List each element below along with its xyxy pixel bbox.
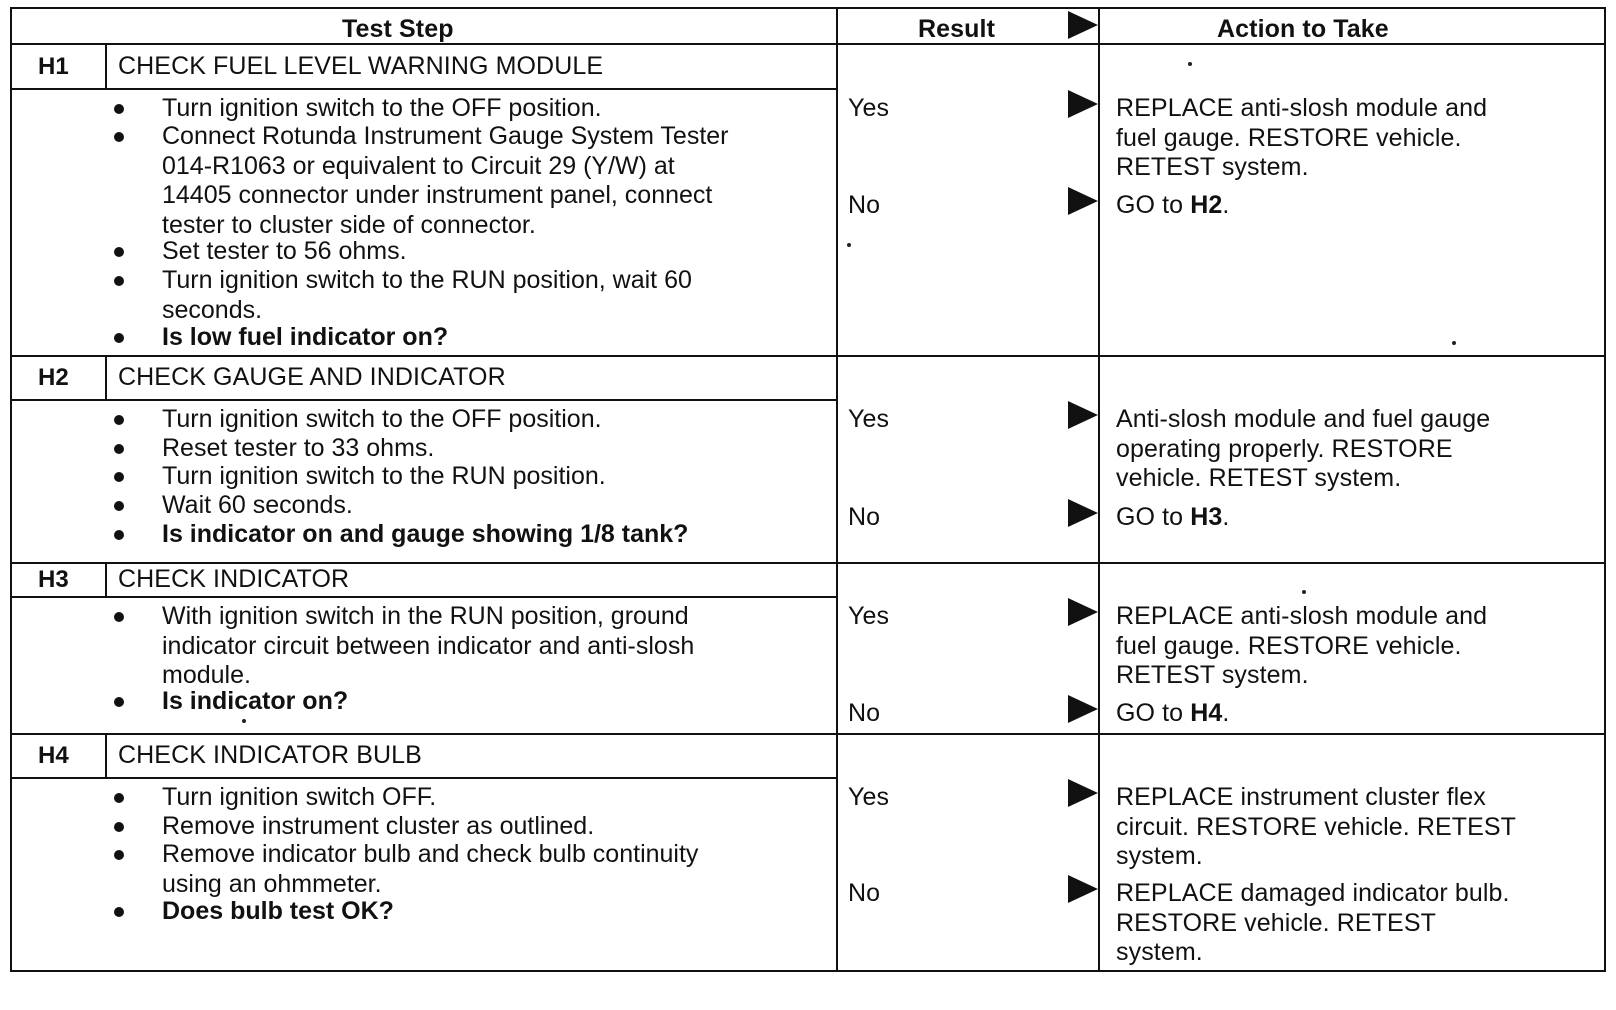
table-border-bottom <box>10 970 1606 972</box>
bullet-icon <box>114 415 124 425</box>
scan-speck <box>847 243 851 247</box>
title-divider <box>10 596 836 598</box>
action-text <box>1116 503 1229 533</box>
bullet-icon <box>114 276 124 286</box>
result-arrow-icon <box>1068 187 1098 215</box>
action-text <box>1116 699 1229 729</box>
test-step-text: Wait 60 seconds. <box>162 491 353 519</box>
bullet-icon <box>114 444 124 454</box>
test-step-text: Set tester to 56 ohms. <box>162 237 407 265</box>
result-label: Yes <box>848 602 890 630</box>
code-divider <box>105 355 107 399</box>
result-label: Yes <box>848 94 890 122</box>
bullet-icon <box>114 850 124 860</box>
result-label: No <box>848 503 881 531</box>
code-divider <box>105 43 107 88</box>
result-label: Yes <box>848 405 890 433</box>
bullet-icon <box>114 697 124 707</box>
action-text-main: GO to <box>1116 699 1191 727</box>
action-text-main: REPLACE anti-slosh module and fuel gauge. RESTORE vehicle. RETEST system. <box>1116 602 1488 689</box>
bullet-icon <box>114 907 124 917</box>
action-step-reference: H4 <box>1190 699 1223 727</box>
table-border-top <box>10 7 1606 9</box>
action-step-reference: H3 <box>1190 503 1223 531</box>
step-code: H3 <box>38 566 69 593</box>
title-divider <box>10 88 836 90</box>
bullet-icon <box>114 333 124 343</box>
test-step-text: Is low fuel indicator on? <box>162 323 449 351</box>
test-step-text: Is indicator on and gauge showing 1/8 tank? <box>162 520 689 548</box>
test-step-text: Does bulb test OK? <box>162 897 394 925</box>
result-arrow-icon <box>1068 779 1098 807</box>
test-step-text: Turn ignition switch OFF. <box>162 783 437 811</box>
result-arrow-icon <box>1068 401 1098 429</box>
step-title: CHECK GAUGE AND INDICATOR <box>118 363 506 391</box>
result-label: No <box>848 879 881 907</box>
bullet-icon <box>114 530 124 540</box>
bullet-icon <box>114 501 124 511</box>
test-step-text: Remove instrument cluster as outlined. <box>162 812 595 840</box>
step-title: CHECK INDICATOR BULB <box>118 741 422 769</box>
action-text-main: Anti-slosh module and fuel gauge operating properly. RESTORE vehicle. RETEST system. <box>1116 405 1491 492</box>
scan-speck <box>1188 62 1192 66</box>
diagnostic-table <box>10 7 1606 1005</box>
action-text-suffix: . <box>1222 699 1230 727</box>
action-text-main: REPLACE damaged indicator bulb. RESTORE vehicle. RETEST system. <box>1116 879 1510 966</box>
scan-speck <box>1452 341 1456 345</box>
test-step-text: With ignition switch in the RUN position, ground indicator circuit between indicator and anti-slosh module. <box>162 602 695 689</box>
action-text <box>1116 94 1487 183</box>
header-test-step: Test Step <box>342 15 454 43</box>
result-label: No <box>848 699 881 727</box>
step-title: CHECK FUEL LEVEL WARNING MODULE <box>118 51 604 80</box>
code-divider <box>105 733 107 777</box>
bullet-icon <box>114 132 124 142</box>
action-text-main: REPLACE instrument cluster flex circuit. RESTORE vehicle. RETEST system. <box>1116 783 1517 870</box>
scan-speck <box>1302 590 1306 594</box>
test-step-text: Remove indicator bulb and check bulb continuity using an ohmmeter. <box>162 840 699 898</box>
bullet-icon <box>114 104 124 114</box>
action-text <box>1116 783 1516 872</box>
row-divider <box>10 355 1606 357</box>
result-label: Yes <box>848 783 890 811</box>
title-divider <box>10 777 836 779</box>
action-text-main: GO to <box>1116 503 1191 531</box>
header-action: Action to Take <box>1217 15 1389 43</box>
action-text <box>1116 191 1229 221</box>
bullet-icon <box>114 612 124 622</box>
action-text-suffix: . <box>1222 503 1230 531</box>
action-text <box>1116 405 1490 494</box>
action-step-reference: H2 <box>1190 191 1223 219</box>
header-result: Result <box>918 15 996 43</box>
test-step-text: Is indicator on? <box>162 687 349 715</box>
action-text <box>1116 879 1510 968</box>
step-title: CHECK INDICATOR <box>118 565 350 593</box>
bullet-icon <box>114 472 124 482</box>
action-text <box>1116 602 1487 691</box>
test-step-text: Turn ignition switch to the OFF position. <box>162 405 602 433</box>
result-arrow-icon <box>1068 499 1098 527</box>
header-arrow-icon <box>1068 11 1098 39</box>
action-text-main: GO to <box>1116 191 1191 219</box>
test-step-text: Reset tester to 33 ohms. <box>162 434 435 462</box>
bullet-icon <box>114 793 124 803</box>
result-arrow-icon <box>1068 695 1098 723</box>
bullet-icon <box>114 247 124 257</box>
row-divider <box>10 562 1606 564</box>
code-divider <box>105 562 107 596</box>
step-code: H2 <box>38 364 69 391</box>
action-column-divider <box>1098 7 1100 970</box>
table-border-right <box>1604 7 1606 970</box>
step-code: H1 <box>38 52 69 80</box>
test-step-text: Turn ignition switch to the OFF position. <box>162 94 602 122</box>
scan-speck <box>242 719 246 723</box>
result-arrow-icon <box>1068 90 1098 118</box>
action-text-suffix: . <box>1222 191 1230 219</box>
step-code: H4 <box>38 742 69 769</box>
test-step-text: Turn ignition switch to the RUN position, wait 60 seconds. <box>162 266 692 324</box>
result-arrow-icon <box>1068 598 1098 626</box>
bullet-icon <box>114 822 124 832</box>
title-divider <box>10 399 836 401</box>
table-border-left <box>10 7 12 970</box>
result-column-divider <box>836 7 838 970</box>
row-divider <box>10 733 1606 735</box>
test-step-text: Connect Rotunda Instrument Gauge System Tester 014-R1063 or equivalent to Circuit 29 (Y/W) at 14405 connector under instrument panel, connect tester to cluster side of connector. <box>162 122 729 239</box>
action-text-main: REPLACE anti-slosh module and fuel gauge. RESTORE vehicle. RETEST system. <box>1116 94 1488 181</box>
result-arrow-icon <box>1068 875 1098 903</box>
header-divider <box>10 43 1606 45</box>
test-step-text: Turn ignition switch to the RUN position. <box>162 462 606 490</box>
result-label: No <box>848 191 881 219</box>
